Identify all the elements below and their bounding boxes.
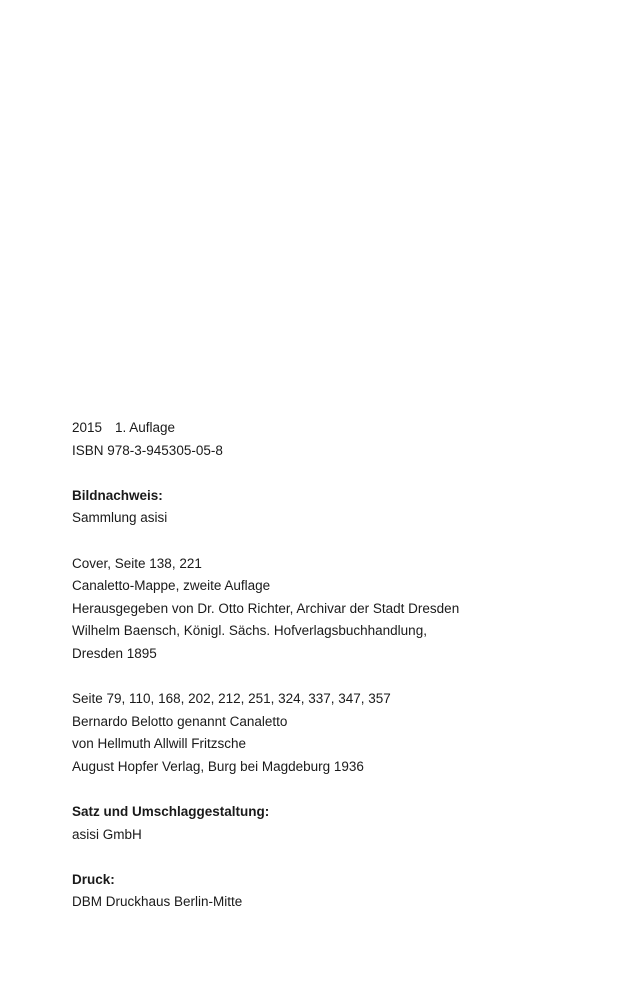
credit-1-title: Canaletto-Mappe, zweite Auflage [72, 578, 271, 594]
credit-1-editor: Herausgegeben von Dr. Otto Richter, Archivar der Stadt Dresden [72, 600, 460, 616]
isbn-line: ISBN 978-3-945305-05-8 [72, 442, 223, 458]
credit-2-author: von Hellmuth Allwill Fritzsche [72, 736, 247, 752]
picture-credits-text: Sammlung asisi [72, 510, 168, 526]
spacer [72, 846, 612, 869]
imprint-text [72, 417, 612, 914]
spacer [72, 666, 612, 689]
edition-year: 2015 [72, 420, 103, 435]
spacer [72, 530, 612, 553]
spacer [72, 779, 612, 802]
credit-2-publisher: August Hopfer Verlag, Burg bei Magdeburg 1936 [72, 758, 364, 774]
picture-credits-heading: Bildnachweis: [72, 487, 163, 503]
credit-2-pages: Seite 79, 110, 168, 202, 212, 251, 324, 337, 347, 357 [72, 691, 391, 707]
edition-label: 1. Auflage [115, 420, 176, 435]
printing-heading: Druck: [72, 871, 115, 887]
credit-1-place: Dresden 1895 [72, 645, 157, 661]
credit-1-publisher: Wilhelm Baensch, Königl. Sächs. Hofverlagsbuchhandlung, [72, 623, 427, 639]
edition-separator [100, 420, 115, 435]
printing-text: DBM Druckhaus Berlin-Mitte [72, 894, 243, 910]
typesetting-text: asisi GmbH [72, 826, 142, 842]
spacer [72, 462, 612, 485]
credit-1-pages: Cover, Seite 138, 221 [72, 555, 202, 571]
edition-line [72, 417, 612, 440]
typesetting-heading: Satz und Umschlaggestaltung: [72, 804, 270, 820]
credit-2-title: Bernardo Belotto genannt Canaletto [72, 713, 288, 729]
